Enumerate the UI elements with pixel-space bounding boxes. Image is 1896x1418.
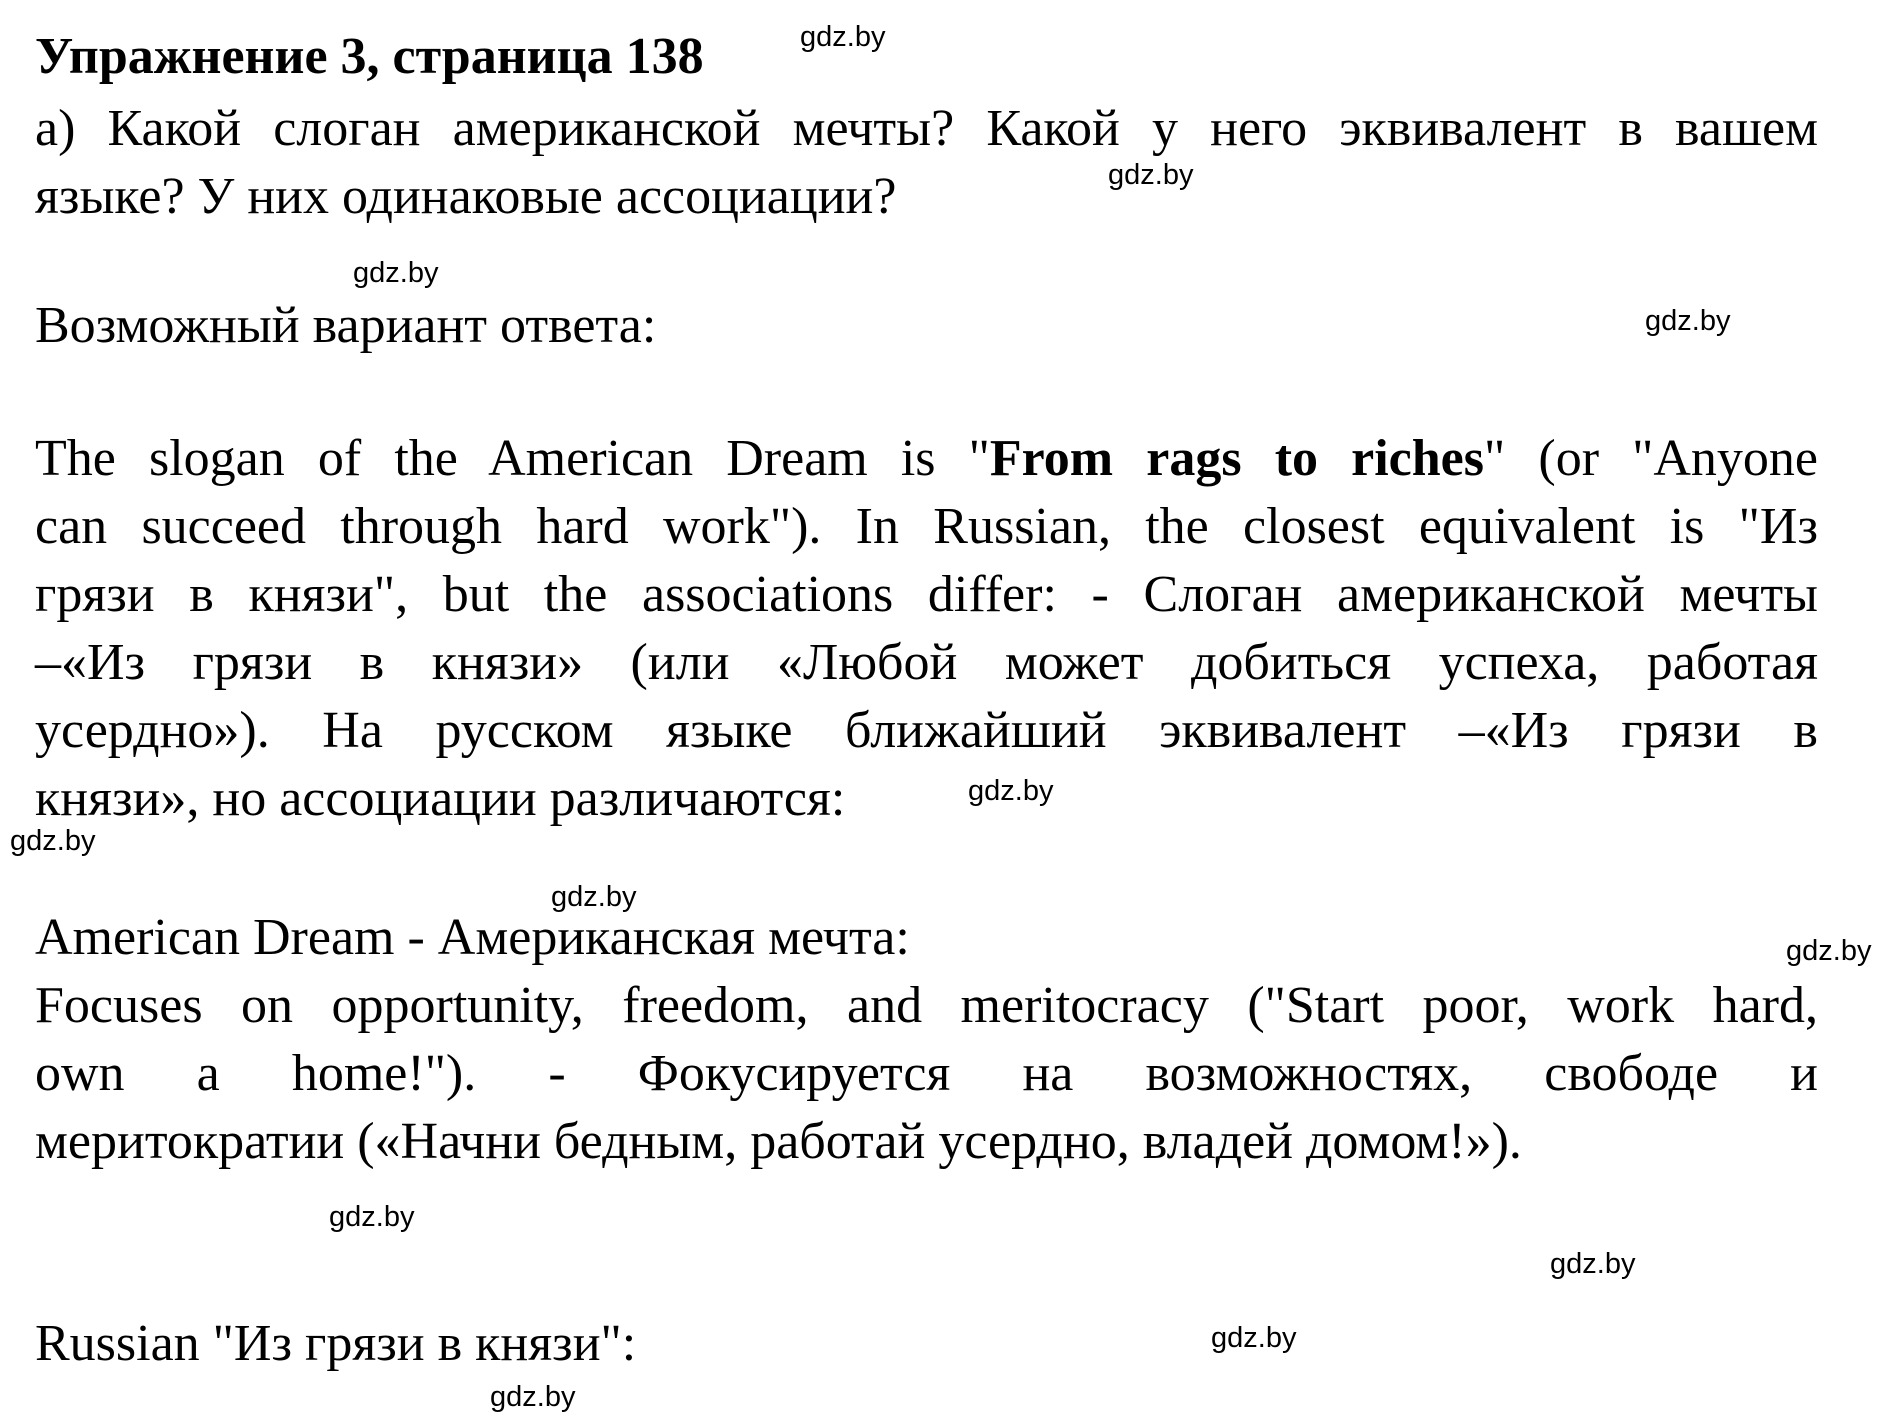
watermark: gdz.by: [490, 1381, 576, 1413]
watermark: gdz.by: [800, 21, 886, 53]
answer-line: –«Из грязи в князи» (или «Любой может добиться успеха, работая: [35, 634, 1818, 691]
answer-text: " (or "Anyone: [1484, 430, 1818, 487]
watermark: gdz.by: [1786, 935, 1872, 967]
russian-heading: Russian "Из грязи в князи":: [35, 1315, 637, 1372]
question-line: а) Какой слоган американской мечты? Какой у него эквивалент в вашем: [35, 100, 1818, 157]
answer-heading: Возможный вариант ответа:: [35, 297, 657, 354]
answer-line: князи», но ассоциации различаются:: [35, 770, 846, 827]
american-dream-line: Focuses on opportunity, freedom, and meritocracy ("Start poor, work hard,: [35, 977, 1818, 1034]
watermark: gdz.by: [1645, 305, 1731, 337]
answer-line: грязи в князи", but the associations differ: - Слоган американской мечты: [35, 566, 1818, 623]
exercise-title: Упражнение 3, страница 138: [35, 28, 704, 85]
question-line: языке? У них одинаковые ассоциации?: [35, 168, 897, 225]
watermark: gdz.by: [329, 1201, 415, 1233]
watermark: gdz.by: [1550, 1248, 1636, 1280]
answer-line: [35, 425, 1818, 493]
american-dream-heading: American Dream - Американская мечта:: [35, 909, 910, 966]
exercise-question: [35, 95, 1818, 231]
answer-line: усердно»). На русском языке ближайший эквивалент –«Из грязи в: [35, 702, 1818, 759]
watermark: gdz.by: [10, 825, 96, 857]
watermark: gdz.by: [1108, 159, 1194, 191]
american-dream-section: [35, 904, 1818, 1176]
watermark: gdz.by: [1211, 1322, 1297, 1354]
answer-paragraph: [35, 425, 1818, 833]
american-dream-line: меритократии («Начни бедным, работай усердно, владей домом!»).: [35, 1113, 1522, 1170]
watermark: gdz.by: [968, 775, 1054, 807]
answer-text: The slogan of the American Dream is ": [35, 430, 990, 487]
slogan-bold: From rags to riches: [989, 430, 1485, 487]
watermark: gdz.by: [353, 257, 439, 289]
watermark: gdz.by: [551, 881, 637, 913]
american-dream-line: own a home!"). - Фокусируется на возможностях, свободе и: [35, 1045, 1818, 1102]
answer-line: can succeed through hard work"). In Russian, the closest equivalent is "Из: [35, 498, 1818, 555]
